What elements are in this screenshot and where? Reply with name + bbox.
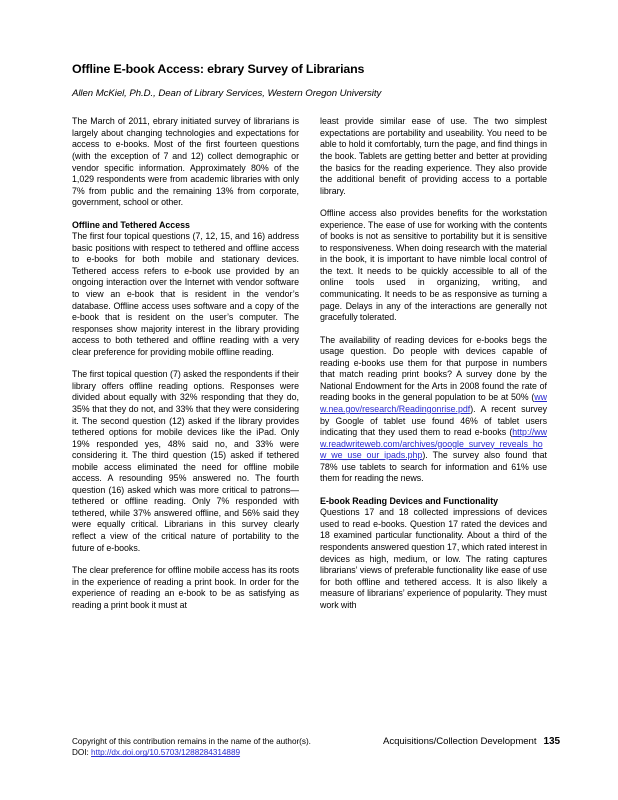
paragraph-device-usage-text-1: The availability of reading devices for e-books begs the usage question. Do people with devices capable of reading e-books use them for that purpose in numbers that match reading print books? A survey done by the National Endowment for the Arts in 2008 found the rate of reading books in the general population to be at 50% ( xyxy=(320,334,547,403)
section-heading-offline-tethered-access: Offline and Tethered Access xyxy=(72,219,190,230)
author-byline: Allen McKiel, Ph.D., Dean of Library Services, Western Oregon University xyxy=(72,87,382,99)
readwriteweb-article-link[interactable]: http://www.readwriteweb.com/archives/google_survey_reveals_how_we_use_our_ipads.php xyxy=(320,427,547,461)
paragraph-device-usage-text-2: ). A recent survey by Google of tablet use found 46% of tablet users indicating that they used them to read e-books ( xyxy=(320,403,547,438)
page-title: Offline E-book Access: ebrary Survey of Librarians xyxy=(72,62,365,76)
left-column xyxy=(72,116,299,611)
paragraph-intro: The March of 2011, ebrary initiated survey of librarians is largely about changing technologies and expectations for access to e-books. Most of the first fourteen questions (with the exception of 7 and 12) collect demographic or vendor specific information. Approximately 80% of the 1,029 respondents were from academic libraries with only 7% from public and the remaining 13% from corporate, government, school or other. xyxy=(72,116,299,208)
doi-label: DOI: xyxy=(72,748,89,758)
paragraph-workstation: Offline access also provides benefits for the workstation experience. The ease of use for working with the contents of books is not as sensitive to portability but it is sensitive to responsiveness. When doing research with the material in the book, it is important to have nimble local control of the text. It needs to be quickly accessible to all of the online tools used in organizing, writing, and communicating. It needs to be as responsive as turning a page. Delays in any of the interactions are generally not gracefully tolerated. xyxy=(320,208,547,323)
footer-section-block xyxy=(383,736,560,747)
doi-line xyxy=(72,747,311,758)
right-column xyxy=(320,116,547,611)
paragraph-topical-questions: The first topical question (7) asked the respondents if their library offers offline reading options. Responses were divided about equally with 32% responding that they do, 35% that they do not, and 33% that they were considering it. The second question (12) asked if the library provides tethered options for mobile devices like the iPad. Only 19% responded yes, 48% said no, and 33% were considering it. The third question (15) asked if tethered mobile access eliminated the need for offline mobile access. A resounding 95% answered no. The fourth question (16) asked which was more critical to patrons—tethered or offline reading. Only 7% responded with tethered, while 37% answered offline, and 56% said they were equally critical. Librarians in this survey clearly reflect a view of the critical nature of portability to the future of e-books. xyxy=(72,369,299,553)
page-number: 135 xyxy=(543,736,560,747)
section-heading-reading-devices-functionality: E-book Reading Devices and Functionality xyxy=(320,495,499,506)
doi-link[interactable]: http://dx.doi.org/10.5703/1288284314889 xyxy=(91,748,241,758)
paragraph-ease-of-use: least provide similar ease of use. The two simplest expectations are portability and useability. You need to be able to hold it comfortably, turn the page, and find things in the book. Tablets are getting better and better at providing the basics for the reading experience. They also provide the additional benefit of providing access to a portable library. xyxy=(320,116,547,196)
two-column-body xyxy=(72,116,560,611)
paragraph-offline-tethered: The first four topical questions (7, 12, 15, and 16) address basic positions with respect to tethered and offline access to e-books for both mobile and stationary devices. Tethered access refers to e-book use provided by an ongoing interaction over the Internet with vendor software to view an e-book that is resident in the vendor’s database. Offline access uses software and a copy of the e-book that is resident on the user’s computer. The responses show majority interest in the library providing access to both tethered and offline reading with a very clear preference for providing mobile offline reading. xyxy=(72,231,299,357)
paragraph-device-usage xyxy=(320,335,547,485)
paragraph-preference-roots: The clear preference for offline mobile access has its roots in the experience of reading a print book. In order for the experience of reading an e-book to be as satisfying as reading a print book it must at xyxy=(72,565,299,610)
paragraph-questions-17-18: Questions 17 and 18 collected impressions of devices used to read e-books. Question 17 rated the devices and 18 examined particular functionality. About a third of the respondents answered question 17, which rated interest in devices as high, medium, or low. The rating captures librarians’ views of preferable functionality like ease of use for both offline and tethered access. It is also likely a measure of librarians’ experience of popularity. They must work with xyxy=(320,507,547,610)
footer-section-name: Acquisitions/Collection Development xyxy=(383,736,537,747)
footer-copyright-block xyxy=(72,736,311,758)
paragraph-device-usage-text-3: ). The survey also found that 78% use tablets to search for information and 61% use them for reading the news. xyxy=(320,450,547,484)
nea-report-link[interactable]: www.nea.gov/research/Readingonrise.pdf xyxy=(320,392,547,414)
copyright-notice: Copyright of this contribution remains in the name of the author(s). xyxy=(72,737,311,746)
page-footer xyxy=(72,736,560,758)
